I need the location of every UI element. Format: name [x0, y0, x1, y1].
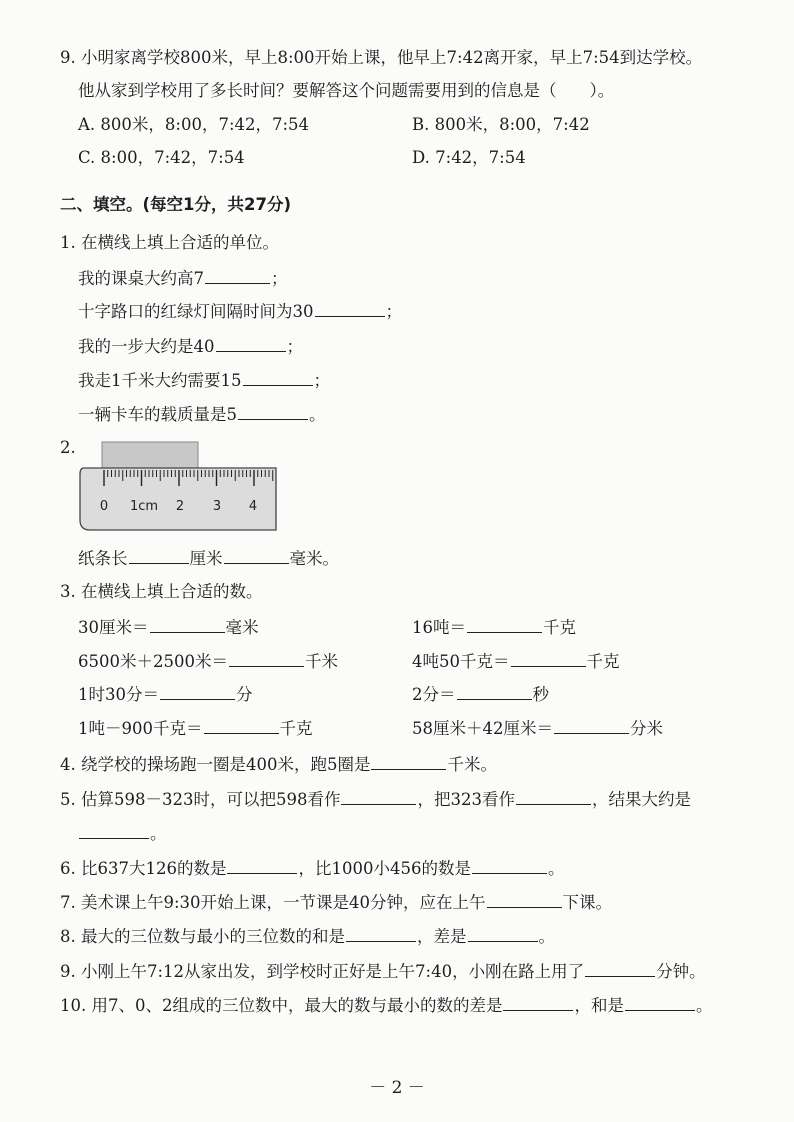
answer-blank[interactable] — [216, 333, 286, 352]
ruler-label: 2 — [175, 499, 185, 514]
q3-item-text: 58厘米＋42厘米＝ — [412, 719, 553, 738]
answer-blank[interactable] — [346, 923, 416, 942]
q3-item — [412, 715, 774, 741]
q3-item-text: 16吨＝ — [412, 618, 466, 637]
q4-end: 千米。 — [447, 755, 497, 774]
q3-item-unit: 千米 — [304, 652, 338, 671]
q1-item-text: 一辆卡车的载质量是5 — [78, 405, 237, 424]
answer-blank[interactable] — [129, 545, 189, 564]
ruler-label: 4 — [248, 499, 258, 514]
ruler-label: 3 — [212, 499, 222, 514]
q1-item-end: 。 — [309, 405, 326, 424]
answer-blank[interactable] — [625, 992, 695, 1011]
q9-option-d: D. 7:42，7:54 — [412, 148, 526, 167]
paper-strip — [102, 442, 198, 470]
q3-item — [412, 648, 774, 674]
q5-text-c: ，结果大约是 — [591, 790, 691, 809]
q7-line — [60, 889, 774, 915]
q6-text: 6. 比637大126的数是 — [60, 859, 227, 878]
answer-blank[interactable] — [516, 786, 591, 805]
q7-end: 下课。 — [562, 893, 613, 912]
q5-text-b: ，把323看作 — [417, 790, 515, 809]
q1-item-end: ； — [385, 302, 402, 321]
answer-blank[interactable] — [554, 715, 629, 734]
q3-item-text: 2分＝ — [412, 685, 456, 704]
q3-item-unit: 千克 — [586, 652, 620, 671]
q9-option-c: C. 8:00，7:42，7:54 — [78, 148, 245, 167]
answer-blank[interactable] — [472, 855, 547, 874]
q1-item-end: ； — [313, 371, 330, 390]
q8-text: 8. 最大的三位数与最小的三位数的和是 — [60, 927, 345, 946]
q10-end: 。 — [695, 996, 713, 1015]
q6-text-b: ，比1000小456的数是 — [298, 859, 471, 878]
q2-unit-mm: 毫米。 — [289, 549, 339, 568]
q3-item-unit: 毫米 — [225, 618, 259, 637]
q1-item-text: 我走1千米大约需要15 — [78, 371, 242, 390]
q10-line — [60, 992, 774, 1018]
q1-item — [78, 298, 774, 324]
q1-item — [78, 265, 774, 291]
answer-blank[interactable] — [503, 992, 573, 1011]
answer-blank[interactable] — [315, 298, 385, 317]
ruler-illustration — [78, 440, 278, 532]
q5-line2 — [78, 820, 774, 846]
answer-blank[interactable] — [150, 614, 225, 633]
q9-end: 分钟。 — [656, 962, 706, 981]
q8-line — [60, 923, 774, 949]
q3-item-unit: 分米 — [630, 719, 663, 738]
ruler-label: 0 — [99, 499, 109, 514]
answer-blank[interactable] — [229, 648, 304, 667]
answer-blank[interactable] — [243, 367, 313, 386]
section-heading: 二、填空。(每空1分，共27分) — [60, 195, 292, 214]
q3-title: 3. 在横线上填上合适的数。 — [60, 582, 263, 601]
q1-item-end: ； — [286, 337, 303, 356]
q3-item-unit: 分 — [236, 685, 253, 704]
q1-item-end: ； — [271, 269, 288, 288]
answer-blank[interactable] — [227, 855, 297, 874]
q9-option-a: A. 800米，8:00，7:42，7:54 — [78, 115, 310, 134]
q8-end: 。 — [538, 927, 555, 946]
answer-blank[interactable] — [468, 923, 538, 942]
answer-blank[interactable] — [467, 614, 542, 633]
q2-unit-cm: 厘米 — [189, 549, 223, 568]
q3-item-text: 1吨－900千克＝ — [78, 719, 203, 738]
q3-item-text: 1时30分＝ — [78, 685, 159, 704]
answer-blank[interactable] — [585, 958, 655, 977]
q5-text: 5. 估算598－323时，可以把598看作 — [60, 790, 341, 809]
q3-item-text: 6500米＋2500米＝ — [78, 652, 228, 671]
q3-item — [412, 614, 774, 640]
answer-blank[interactable] — [224, 545, 289, 564]
q1-item — [78, 401, 774, 427]
answer-blank[interactable] — [204, 715, 279, 734]
q2-text: 纸条长 — [78, 549, 128, 568]
q1-item-text: 十字路口的红绿灯间隔时间为30 — [78, 302, 314, 321]
q6-end: 。 — [547, 859, 565, 878]
q2-answer-line — [78, 545, 774, 571]
answer-blank[interactable] — [341, 786, 416, 805]
q1-item-text: 我的一步大约是40 — [78, 337, 215, 356]
q10-text: 10. 用7、0、2组成的三位数中，最大的数与最小的数的差是 — [60, 996, 503, 1015]
answer-blank[interactable] — [457, 681, 532, 700]
q3-item-unit: 千克 — [543, 618, 576, 637]
q1-item — [78, 367, 774, 393]
q2-number: 2. — [60, 438, 76, 457]
q9-text: 9. 小刚上午7:12从家出发，到学校时正好是上午7:40，小刚在路上用了 — [60, 962, 585, 981]
q3-item — [412, 681, 774, 707]
q7-text: 7. 美术课上午9:30开始上课，一节课是40分钟，应在上午 — [60, 893, 486, 912]
q8-text-b: ，差是 — [417, 927, 467, 946]
q9-prev-line1: 9. 小明家离学校800米，早上8:00开始上课，他早上7:42离开家，早上7:54到达学校。 — [60, 48, 703, 67]
answer-blank[interactable] — [205, 265, 270, 284]
q9-prev-line2: 他从家到学校用了多长时间？要解答这个问题需要用到的信息是（ ）。 — [78, 81, 615, 100]
answer-blank[interactable] — [487, 889, 562, 908]
q4-text: 4. 绕学校的操场跑一圈是400米，跑5圈是 — [60, 755, 371, 774]
ruler-label: 1cm — [129, 499, 159, 514]
q1-item — [78, 333, 774, 359]
q3-item-text: 30厘米＝ — [78, 618, 149, 637]
q4-line — [60, 751, 774, 777]
answer-blank[interactable] — [238, 401, 308, 420]
q9-line — [60, 958, 774, 984]
q3-item-text: 4吨50千克＝ — [412, 652, 510, 671]
q9-option-b: B. 800米，8:00，7:42 — [412, 115, 590, 134]
q3-item-unit: 千克 — [279, 719, 313, 738]
q5-line — [60, 786, 774, 812]
q1-item-text: 我的课桌大约高7 — [78, 269, 204, 288]
q1-title: 1. 在横线上填上合适的单位。 — [60, 233, 279, 252]
answer-blank[interactable] — [371, 751, 446, 770]
page-number: － 2 － — [369, 1078, 425, 1098]
q6-line — [60, 855, 774, 881]
q5-end: 。 — [150, 824, 167, 843]
answer-blank[interactable] — [160, 681, 235, 700]
answer-blank[interactable] — [79, 820, 149, 839]
q10-text-b: ，和是 — [574, 996, 624, 1015]
q3-item-unit: 秒 — [532, 685, 549, 704]
answer-blank[interactable] — [511, 648, 586, 667]
